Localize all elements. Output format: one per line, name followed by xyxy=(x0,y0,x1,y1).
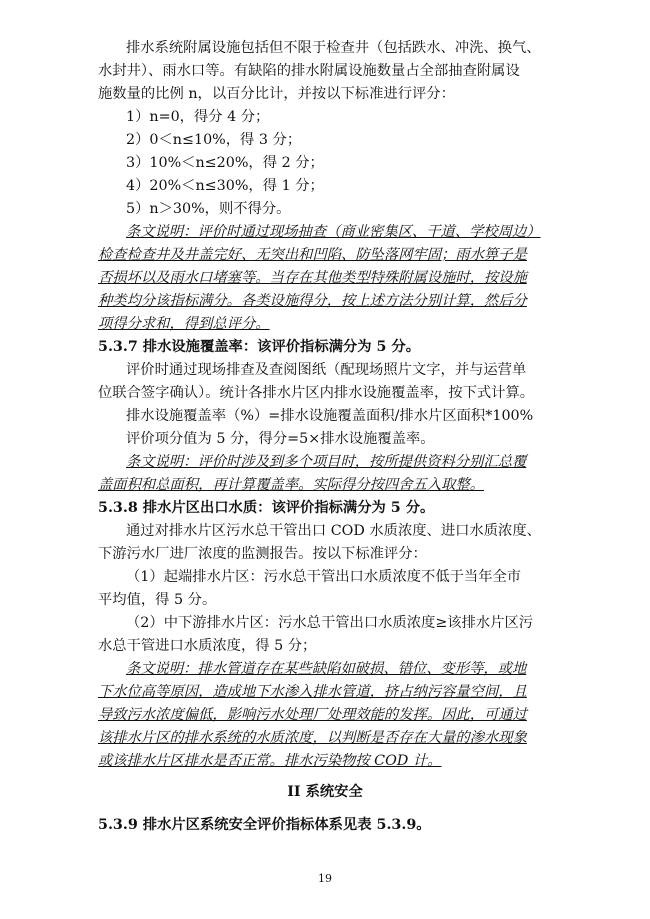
clause-note-line: 该排水片区的排水系统的水质浓度，以判断是否存在大量的渗水现象 xyxy=(98,730,527,746)
clause-note-line: 或该排水片区排水是否正常。排水污染物按 COD 计。 xyxy=(98,753,442,769)
list-item: 2）0＜n≤10%，得 3 分； xyxy=(126,132,302,148)
clause-note-line: 导致污水浓度偏低，影响污水处理厂处理效能的发挥。因此，可通过 xyxy=(98,707,527,723)
clause-note-line: 下水位高等原因，造成地下水渗入排水管道，挤占纳污容量空间，且 xyxy=(98,684,527,700)
paragraph-line: 施数量的比例 n，以百分比计，并按以下标准进行评分： xyxy=(98,86,455,102)
paragraph-line: 水封井）、雨水口等。有缺陷的排水附属设施数量占全部抽查附属设 xyxy=(98,63,520,79)
list-item-continuation: 平均值，得 5 分。 xyxy=(98,592,217,608)
list-item-continuation: 水总干管进口水质浓度，得 5 分； xyxy=(98,638,317,654)
paragraph-line: 评价时通过现场排查及查阅图纸（配现场照片文字，并与运营单 xyxy=(126,362,527,378)
paragraph-line: 下游污水厂进厂浓度的监测报告。按以下标准评分： xyxy=(98,546,427,562)
list-item: 1）n=0，得分 4 分； xyxy=(126,109,270,125)
paragraph-line: 排水系统附属设施包括但不限于检查井（包括跌水、冲洗、换气、 xyxy=(126,40,541,56)
clause-note-line: 否损坏以及雨水口堵塞等。当存在其他类型特殊附属设施时，按设施 xyxy=(98,270,527,286)
paragraph-line: 通过对排水片区污水总干管出口 COD 水质浓度、进口水质浓度、 xyxy=(126,523,541,539)
clause-note-line: 项得分求和，得到总评分。 xyxy=(98,316,270,332)
section-heading-5-3-9: 5.3.9 排水片区系统安全评价指标体系见表 5.3.9。 xyxy=(98,817,431,833)
list-item: 4）20%＜n≤30%，得 1 分； xyxy=(126,178,324,194)
list-item: 3）10%＜n≤20%，得 2 分； xyxy=(126,155,324,171)
list-item: （2）中下游排水片区：污水总干管出口水质浓度≥该排水片区污 xyxy=(126,615,534,631)
paragraph-line: 位联合签字确认）。统计各排水片区内排水设施覆盖率，按下式计算。 xyxy=(98,385,535,401)
clause-note-line: 盖面积和总面积，再计算覆盖率。实际得分按四舍五入取整。 xyxy=(98,477,485,493)
formula-line: 排水设施覆盖率（%）=排水设施覆盖面积/排水片区面积*100% xyxy=(126,408,534,424)
list-item: （1）起端排水片区：污水总干管出口水质浓度不低于当年全市 xyxy=(126,569,522,585)
clause-note-line: 检查检查井及井盖完好、无突出和凹陷、防坠落网牢固；雨水箅子是 xyxy=(98,247,527,263)
paragraph-line: 评价项分值为 5 分，得分=5×排水设施覆盖率。 xyxy=(126,431,435,447)
section-heading-5-3-7: 5.3.7 排水设施覆盖率：该评价指标满分为 5 分。 xyxy=(98,339,421,355)
clause-note-line: 条文说明：评价时通过现场抽查（商业密集区、干道、学校周边） xyxy=(126,224,541,240)
list-item: 5）n＞30%，则不得分。 xyxy=(126,201,291,217)
clause-note-line: 种类均分该指标满分。各类设施得分，按上述方法分别计算，然后分 xyxy=(98,293,527,309)
page-number: 19 xyxy=(318,872,332,885)
clause-note-line: 条文说明：评价时涉及到多个项目时，按所提供资料分别汇总覆 xyxy=(126,454,527,470)
clause-note-line: 条文说明：排水管道存在某些缺陷如破损、错位、变形等，或地 xyxy=(126,661,527,677)
section-heading-5-3-8: 5.3.8 排水片区出口水质：该评价指标满分为 5 分。 xyxy=(98,500,435,516)
subsection-title: II 系统安全 xyxy=(287,784,363,800)
